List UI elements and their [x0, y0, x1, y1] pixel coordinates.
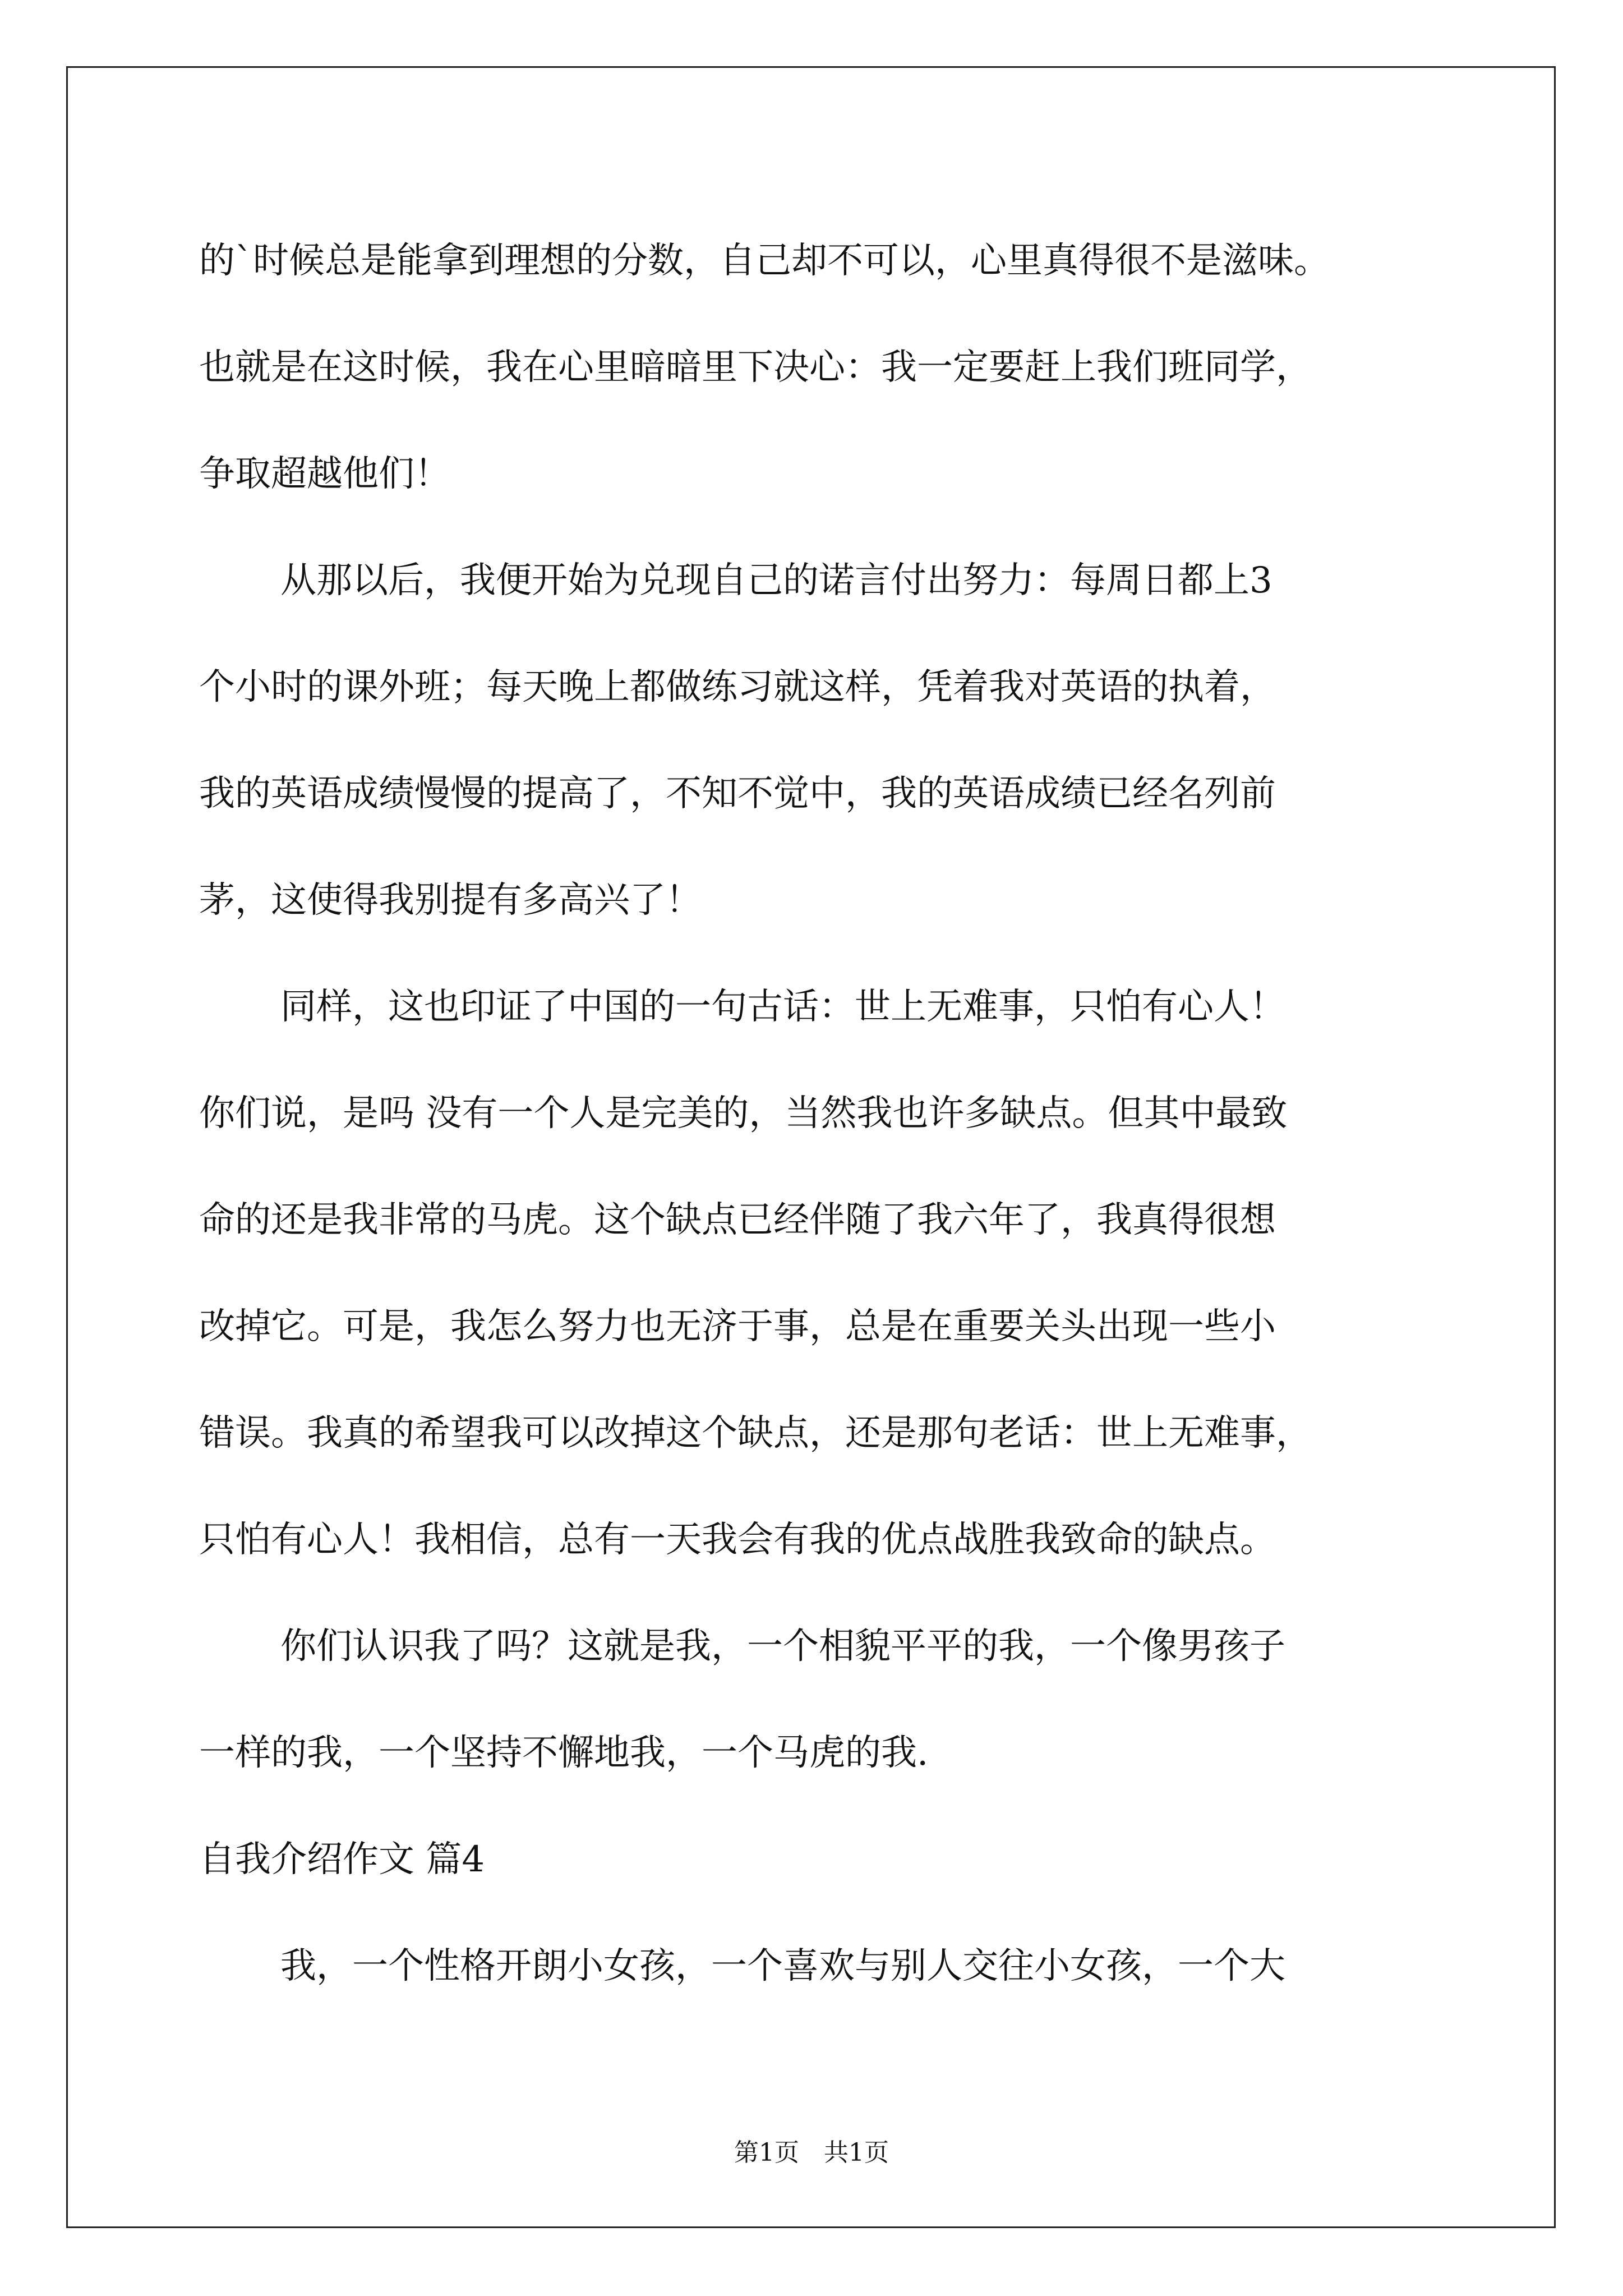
document-body [199, 208, 1433, 2019]
text-line-12: 错误。我真的希望我可以改掉这个缺点，还是那句老话：世上无难事， [199, 1412, 1312, 1454]
text-line-10: 命的还是我非常的马虎。这个缺点已经伴随了我六年了，我真得很想 [199, 1199, 1276, 1241]
text-line-8: 同样，这也印证了中国的一句古话：世上无难事，只怕有心人！ [280, 986, 1285, 1028]
text-line-6: 我的英语成绩慢慢的提高了，不知不觉中，我的英语成绩已经名列前 [199, 773, 1276, 815]
text-line-14: 你们认识我了吗？这就是我，一个相貌平平的我，一个像男孩子 [280, 1626, 1285, 1667]
text-line-9: 你们说，是吗 没有一个人是完美的，当然我也许多缺点。但其中最致 [199, 1093, 1288, 1134]
text-line-13: 只怕有心人！我相信，总有一天我会有我的优点战胜我致命的缺点。 [199, 1519, 1276, 1561]
text-line-7: 茅，这使得我别提有多高兴了！ [199, 880, 702, 921]
text-line-17: 我，一个性格开朗小女孩，一个喜欢与别人交往小女孩，一个大 [280, 1945, 1285, 1987]
text-line-2: 也就是在这时候，我在心里暗暗里下决心：我一定要赶上我们班同学， [199, 347, 1312, 388]
text-line-15: 一样的我，一个坚持不懈地我，一个马虎的我. [199, 1732, 929, 1774]
text-line-5: 个小时的课外班；每天晚上都做练习就这样，凭着我对英语的执着， [199, 666, 1276, 708]
text-line-4: 从那以后，我便开始为兑现自己的诺言付出努力：每周日都上3 [280, 560, 1272, 601]
text-line-11: 改掉它。可是，我怎么努力也无济于事，总是在重要关头出现一些小 [199, 1306, 1276, 1347]
page-footer: 第1页 共1页 [734, 2138, 889, 2167]
section-heading: 自我介绍作文 篇4 [199, 1839, 485, 1880]
text-line-3: 争取超越他们！ [199, 453, 450, 495]
text-line-1: 的`时候总是能拿到理想的分数，自己却不可以，心里真得很不是滋味。 [199, 240, 1330, 282]
